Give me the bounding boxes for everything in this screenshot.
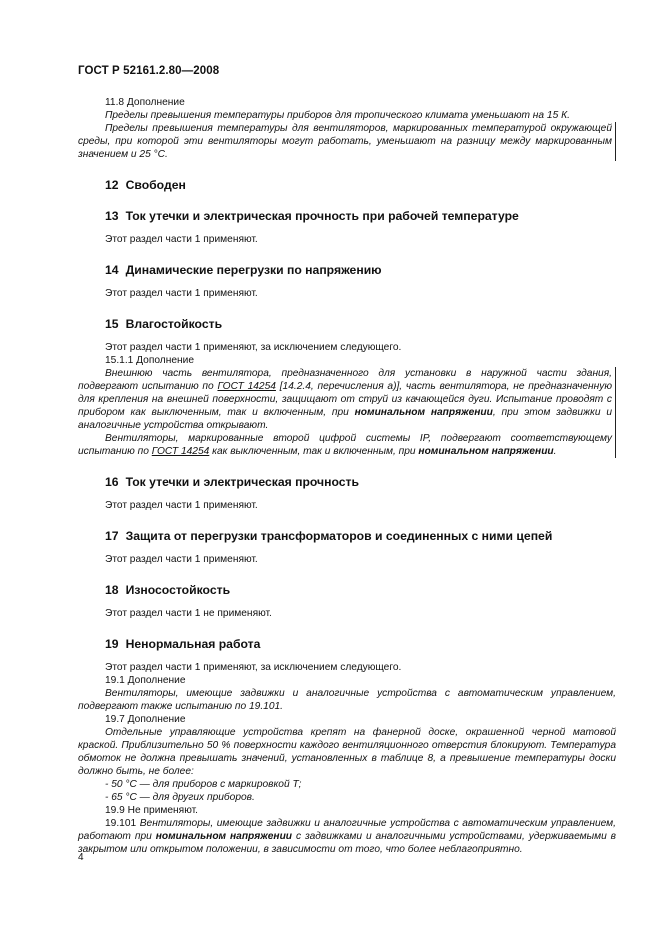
section-14-heading <box>105 263 616 277</box>
text-span: , при этом задвижки и аналогичные устройства открывают. <box>78 407 612 431</box>
text-span: Вентиляторы, маркированные второй цифрой системы IP, подвергают соответствующему испытанию по <box>78 433 612 457</box>
section-number: 17 <box>105 529 119 543</box>
section-19-heading <box>105 637 616 651</box>
section-title: Износостойкость <box>125 583 231 597</box>
clause-11-8-text-1: Пределы превышения температуры приборов для тропического климата уменьшают на 15 К. <box>105 110 570 121</box>
clause-19-7-heading: 19.7 Дополнение <box>105 714 186 725</box>
section-14-text: Этот раздел части 1 применяют. <box>105 288 258 299</box>
section-title: Ток утечки и электрическая прочность при рабочей температуре <box>125 209 519 223</box>
text-span: как выключенным, так и включенным, при <box>209 446 419 457</box>
clause-number: 19.101 <box>105 818 140 829</box>
clause-19-101-text <box>78 817 616 856</box>
section-title: Влагостойкость <box>125 317 223 331</box>
list-item: - 50 °С — для приборов с маркировкой Т; <box>105 779 302 790</box>
text-span: Внешнюю часть вентилятора, предназначенного для установки в наружной части здания, подвергают испытанию по <box>78 368 612 392</box>
clause-19-9-text: 19.9 Не применяют. <box>105 805 198 816</box>
section-title: Защита от перегрузки трансформаторов и соединенных с ними цепей <box>125 529 553 543</box>
document-header: ГОСТ Р 52161.2.80—2008 <box>78 65 220 77</box>
section-15-text: Этот раздел части 1 применяют, за исключением следующего. <box>105 342 402 353</box>
text-span: Вентиляторы, имеющие задвижки и аналогичные устройства с автоматическим управлением, работают при <box>78 818 616 842</box>
section-number: 16 <box>105 475 119 489</box>
section-number: 14 <box>105 263 119 277</box>
clause-15-1-1-text-2 <box>78 432 616 458</box>
section-15-heading <box>105 317 616 331</box>
section-title: Свободен <box>125 178 186 192</box>
gost-14254-link[interactable]: ГОСТ 14254 <box>217 381 276 392</box>
section-title: Ненормальная работа <box>125 637 261 651</box>
section-number: 19 <box>105 637 119 651</box>
section-number: 18 <box>105 583 119 597</box>
bold-term: номинальном напряжении <box>354 407 493 418</box>
text-span: с задвижками и аналогичными устройствами, удерживаемыми в закрытом или открытом положении, в зависимости от того, что более неблагоприятно. <box>78 831 617 855</box>
section-19-text: Этот раздел части 1 применяют, за исключением следующего. <box>105 662 402 673</box>
text-span: [14.2.4, перечисления а)], часть вентилятора, не предназначенную для крепления на внешней поверхности, защищают от струй из качающейся дуги. Испытание проводят с прибором как выключенным, так и включенным, при <box>78 381 612 418</box>
section-12-heading <box>105 178 616 192</box>
clause-15-1-1-text-1 <box>78 367 616 432</box>
section-number: 13 <box>105 209 119 223</box>
clause-19-1-text: Вентиляторы, имеющие задвижки и аналогичные устройства с автоматическим управлением, подвергают также испытанию по 19.101. <box>78 688 616 712</box>
text-span: . <box>553 446 557 457</box>
section-13-text: Этот раздел части 1 применяют. <box>105 234 258 245</box>
section-title: Ток утечки и электрическая прочность <box>125 475 360 489</box>
document-body <box>78 96 616 856</box>
section-18-heading <box>105 583 616 597</box>
bold-term: номинальном напряжении <box>418 446 554 457</box>
gost-14254-link[interactable]: ГОСТ 14254 <box>151 446 210 457</box>
section-17-text: Этот раздел части 1 применяют. <box>105 554 258 565</box>
section-13-heading <box>105 209 616 223</box>
clause-19-7-text: Отдельные управляющие устройства крепят на фанерной доске, окрашенной черной матовой краской. Приблизительно 50 % поверхности каждого вентиляционного отверстия блокируют. Температура обмоток не должна превышать значений, установленных в таблице 8, а превышение температуры доски должно быть, не более: <box>78 727 616 777</box>
list-item: - 65 °С — для других приборов. <box>105 792 255 803</box>
section-16-text: Этот раздел части 1 применяют. <box>105 500 258 511</box>
bold-term: номинальном напряжении <box>155 831 293 842</box>
page-number: 4 <box>78 852 84 863</box>
section-number: 15 <box>105 317 119 331</box>
section-18-text: Этот раздел части 1 не применяют. <box>105 608 272 619</box>
clause-19-1-heading: 19.1 Дополнение <box>105 675 186 686</box>
clause-15-1-1-heading: 15.1.1 Дополнение <box>105 355 195 366</box>
clause-11-8-heading: 11.8 Дополнение <box>105 97 185 108</box>
section-number: 12 <box>105 178 119 192</box>
clause-11-8-text-2: Пределы превышения температуры для вентиляторов, маркированных температурой окружающей среды, при которой эти вентиляторы могут работать, уменьшают на разницу между маркированным значением и 25 °С. <box>78 122 616 161</box>
section-17-heading <box>105 529 616 543</box>
section-title: Динамические перегрузки по напряжению <box>125 263 382 277</box>
section-16-heading <box>105 475 616 489</box>
